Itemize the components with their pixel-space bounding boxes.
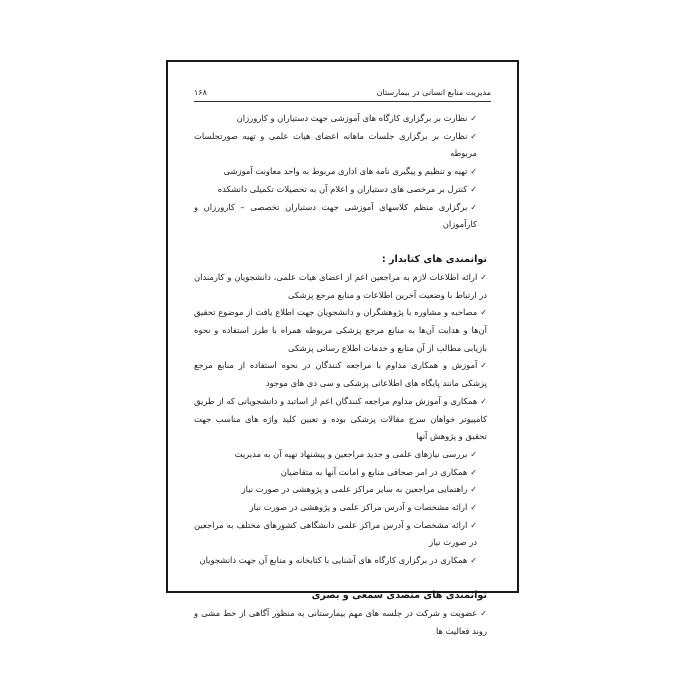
checkmark-icon: ✓: [470, 184, 477, 194]
running-title: مدیریت منابع انسانی در بیمارستان: [376, 88, 491, 97]
checkmark-icon: ✓: [480, 272, 487, 282]
page-header: [194, 86, 491, 102]
checkmark-icon: ✓: [470, 449, 477, 459]
list-item: ✓ارائه مشخصات و آدرس مراکز علمی و پژوهشی در صورت نیاز: [194, 499, 487, 517]
checkmark-icon: ✓: [470, 131, 477, 141]
checkmark-icon: ✓: [470, 520, 477, 530]
list-item: ✓ارائه مشخصات و آدرس مراکز علمی دانشگاهی کشورهای مختلف به مراجعین در صورت نیاز: [194, 517, 487, 552]
librarian-list: [194, 269, 487, 570]
checkmark-icon: ✓: [470, 485, 477, 495]
page-content: [194, 110, 487, 640]
checkmark-icon: ✓: [480, 308, 487, 318]
checkmark-icon: ✓: [470, 167, 477, 177]
list-item: ✓آموزش و همکاری مداوم با مراجعه کنندگان در نحوه استفاده از منابع مرجع پزشکی مانند پایگاه های اطلاعاتی پزشکی و سی دی های موجود: [194, 357, 487, 392]
list-item: ✓بررسی نیازهای علمی و جدید مراجعین و پیشنهاد تهیه آن به مدیریت: [194, 446, 487, 464]
section-heading-audiovisual: توانمندی های متصدی سمعی و بصری: [311, 589, 487, 601]
section-heading-librarian: توانمندی های کتابدار :: [381, 253, 487, 265]
intro-list: [194, 110, 487, 234]
page-number: ۱۶۸: [194, 88, 207, 97]
checkmark-icon: ✓: [470, 202, 477, 212]
list-item: ✓همکاری و آموزش مداوم مراجعه کنندگان اعم از اساتید و دانشجویانی که از طریق کامپیوتر خواهان سرچ مقالات پزشکی بوده و تعیین کلید واژه های مناسب جهت تحقیق و پژوهش آنها: [194, 393, 487, 446]
checkmark-icon: ✓: [480, 361, 487, 371]
checkmark-icon: ✓: [470, 556, 477, 566]
list-item: ✓کنترل بر مرخصی های دستیاران و اعلام آن به تحصیلات تکمیلی دانشکده: [194, 181, 487, 199]
checkmark-icon: ✓: [480, 396, 487, 406]
list-item: ✓همکاری در برگزاری کارگاه های آشنایی با کتابخانه و منابع آن جهت دانشجویان: [194, 552, 487, 570]
list-item: ✓عضویت و شرکت در جلسه های مهم بیمارستانی به منظور آگاهی از خط مشی و روند فعالیت ها: [194, 605, 487, 640]
checkmark-icon: ✓: [470, 467, 477, 477]
list-item: ✓برگزاری منظم کلاسهای آموزشی جهت دستیاران تخصصی – کارورزان و کارآموزان: [194, 199, 487, 234]
list-item: ✓تهیه و تنظیم و پیگیری نامه های اداری مربوط به واحد معاونت آموزشی: [194, 163, 487, 181]
list-item: ✓نظارت بر برگزاری کارگاه های آموزشی جهت دستیاران و کارورزان: [194, 110, 487, 128]
book-page: [166, 60, 519, 636]
list-item: ✓مصاحبه و مشاوره با پژوهشگران و دانشجویان جهت اطلاع یافت از موضوع تحقیق آن‌ها و هدایت آن‌ها به منابع مرجع پزشکی مربوطه همراه با طرز استفاده و نحوه بازیابی مطالب از آن منابع و خدمات اطلاع رسانی پزشکی: [194, 304, 487, 357]
checkmark-icon: ✓: [470, 114, 477, 123]
checkmark-icon: ✓: [470, 503, 477, 513]
list-item: ✓همکاری در امر صحافی منابع و امانت آنها به متقاضیان: [194, 464, 487, 482]
checkmark-icon: ✓: [480, 608, 487, 618]
list-item: ✓ارائه اطلاعات لازم به مراجعین اعم از اعضای هیات علمی، دانشجویان و کارمندان در ارتباط با وضعیت آخرین اطلاعات و منابع مرجع پزشکی: [194, 269, 487, 304]
list-item: ✓راهنمایی مراجعین به سایر مراکز علمی و پژوهشی در صورت نیاز: [194, 481, 487, 499]
audiovisual-list: [194, 605, 487, 640]
list-item: ✓نظارت بر برگزاری جلسات ماهانه اعضای هیات علمی و تهیه صورتجلسات مربوطه: [194, 128, 487, 163]
